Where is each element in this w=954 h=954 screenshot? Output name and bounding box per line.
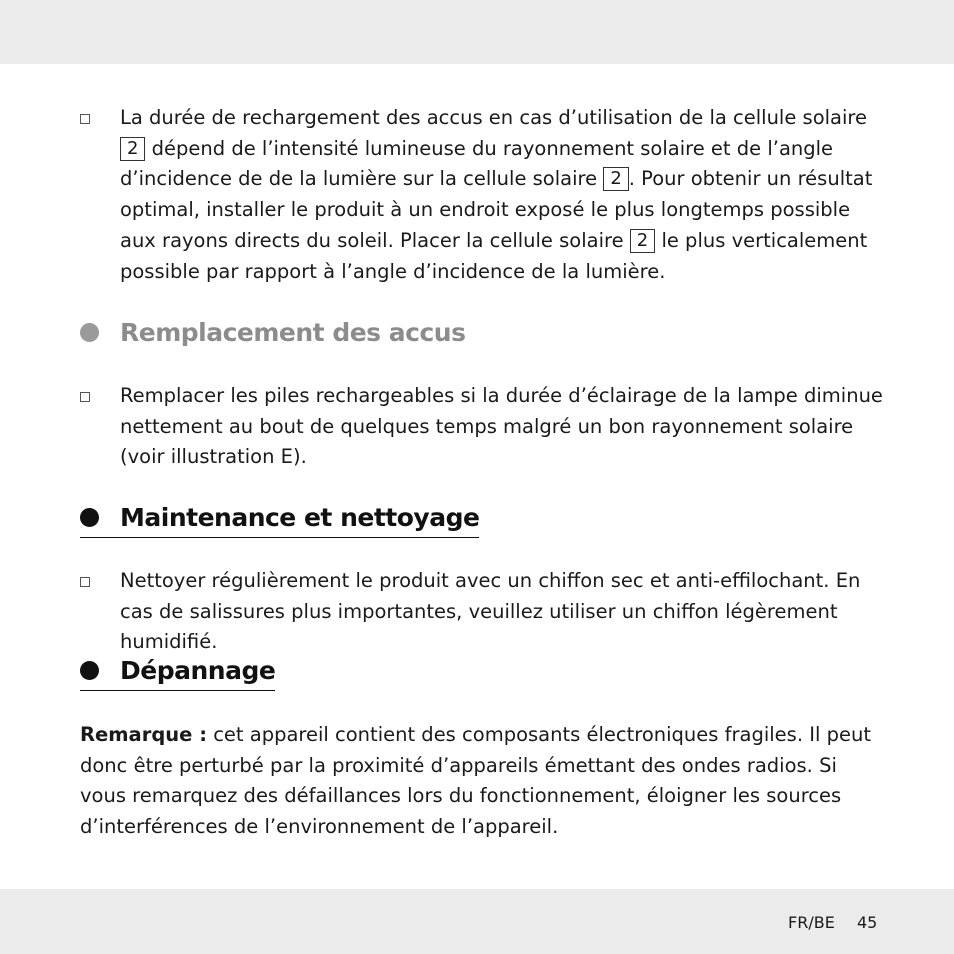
heading-remplacement	[80, 314, 465, 350]
square-bullet-icon	[80, 392, 90, 402]
text-run: La durée de rechargement des accus en cas d’utilisation de la cellule solaire	[120, 106, 868, 129]
heading-text: Maintenance et nettoyage	[120, 502, 480, 532]
text-run: dépend de l’intensité lumineuse du rayonnement solaire et de l’angle d’incidence de de la lumière sur la cellule solaire	[120, 136, 834, 191]
battery-replace-paragraph: Remplacer les piles rechargeables si la durée d’éclairage de la lampe diminue nettement au bout de quelques temps malgré un bon rayonnement solaire (voir illustration E).	[120, 384, 883, 469]
note-text: cet appareil contient des composants électroniques fragiles. Il peut donc être perturbé par la proximité d’appareils émettant des ondes radios. Si vous remarquez des défaillances lors du fonctionnement, éloigner les sources d’interférences de l’environnement de l’appareil.	[80, 723, 871, 838]
text-run: . Pour obtenir un résultat optimal, installer le produit à un endroit exposé le plus longtemps possible aux rayons directs du soleil. Placer la cellule solaire	[120, 167, 873, 252]
cleaning-paragraph: Nettoyer régulièrement le produit avec un chiffon sec et anti-effilochant. En cas de salissures plus importantes, veuillez utiliser un chiffon légèrement humidifié.	[120, 569, 861, 654]
troubleshooting-note	[80, 720, 880, 842]
page-number: 45	[857, 913, 878, 932]
heading-text: Dépannage	[120, 655, 276, 685]
note-label: Remarque :	[80, 723, 207, 746]
square-bullet-icon	[80, 114, 90, 124]
footer-language: FR/BE	[788, 913, 835, 932]
heading-maintenance	[80, 499, 479, 538]
reference-box: 2	[630, 229, 655, 253]
reference-box: 2	[603, 167, 628, 191]
bullet-dot-icon	[80, 508, 99, 527]
bullet-dot-icon	[80, 661, 99, 680]
heading-depannage	[80, 652, 275, 691]
solar-recharge-paragraph	[120, 103, 890, 287]
reference-box: 2	[120, 137, 145, 161]
heading-text: Remplacement des accus	[120, 317, 466, 347]
bullet-dot-icon	[80, 323, 99, 342]
text-run: le plus verticalement possible par rapport à l’angle d’incidence de la lumière.	[120, 228, 868, 283]
square-bullet-icon	[80, 577, 90, 587]
header-band	[0, 0, 954, 64]
